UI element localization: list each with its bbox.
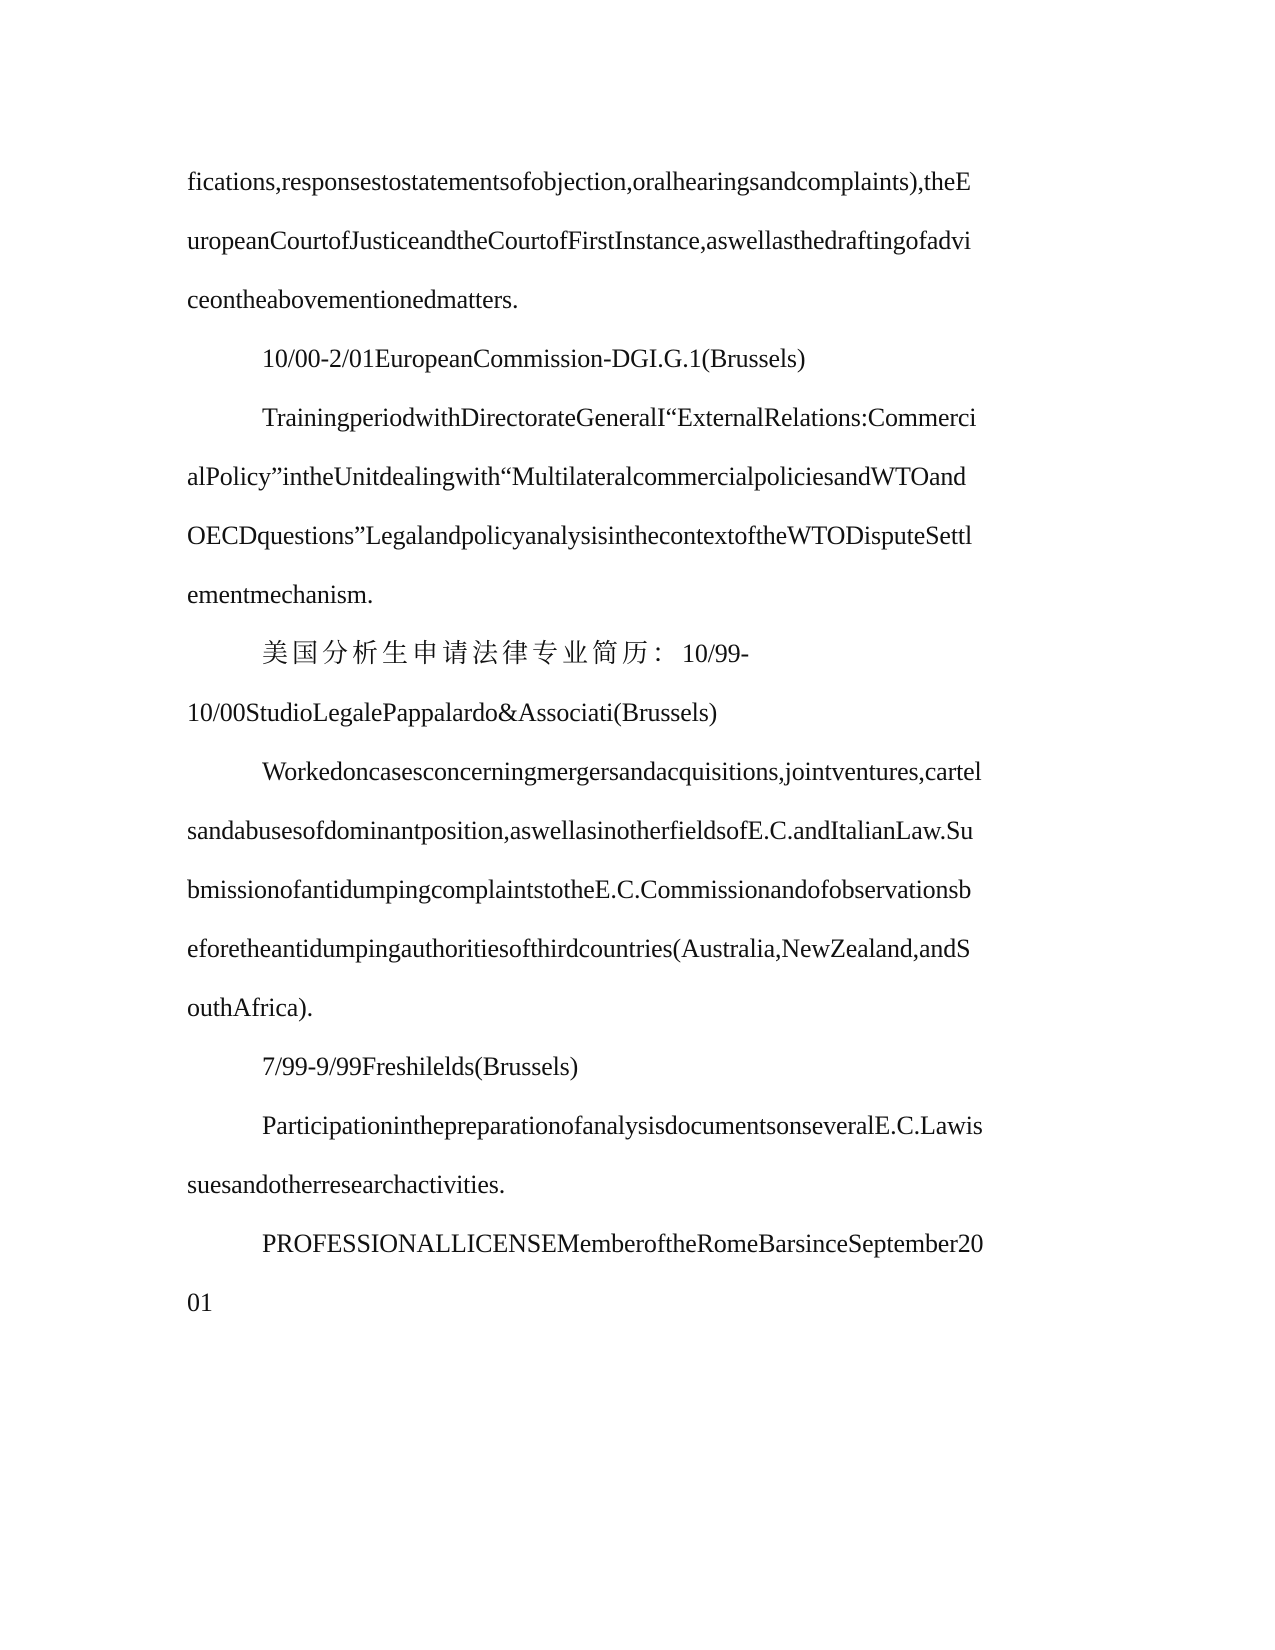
text-line: PROFESSIONALLICENSEMemberoftheRomeBarsinceSeptember20 <box>262 1229 984 1258</box>
text-line: sandabusesofdominantposition,aswellasinotherfieldsofE.C.andItalianLaw.Su <box>187 816 974 845</box>
text-line: bmissionofantidumpingcomplaintstotheE.C.Commissionandofobservationsb <box>187 875 972 904</box>
text-line: ParticipationinthepreparationofanalysisdocumentsonseveralE.C.Lawis <box>262 1111 983 1140</box>
text-line: 01 <box>187 1288 213 1317</box>
text-line: 10/00-2/01EuropeanCommission-DGI.G.1(Brussels) <box>262 344 806 373</box>
text-line: Workedoncasesconcerningmergersandacquisitions,jointventures,cartel <box>262 757 982 786</box>
cjk-heading-text: 美国分析生申请法律专业简历： <box>262 639 683 669</box>
text-line: uropeanCourtofJusticeandtheCourtofFirstInstance,aswellasthedraftingofadvi <box>187 226 971 255</box>
text-line: 7/99-9/99Freshilelds(Brussels) <box>262 1052 579 1081</box>
text-line: OECDquestions”LegalandpolicyanalysisinthecontextoftheWTODisputeSettl <box>187 521 973 550</box>
text-line: ceontheabovementionedmatters. <box>187 285 519 314</box>
text-line: fications,responsestostatementsofobjection,oralhearingsandcomplaints),theE <box>187 167 971 196</box>
text-line: alPolicy”intheUnitdealingwith“MultilateralcommercialpoliciesandWTOand <box>187 462 967 491</box>
text-line: suesandotherresearchactivities. <box>187 1170 506 1199</box>
text-line: outhAfrica). <box>187 993 313 1022</box>
text-line: eforetheantidumpingauthoritiesofthirdcountries(Australia,NewZealand,andS <box>187 934 971 963</box>
heading-line <box>262 638 749 670</box>
text-line: 10/00StudioLegalePappalardo&Associati(Brussels) <box>187 698 718 727</box>
date-range-start: 10/99- <box>682 639 749 668</box>
text-line: ementmechanism. <box>187 580 374 609</box>
text-line: TrainingperiodwithDirectorateGeneralI“ExternalRelations:Commerci <box>262 403 977 432</box>
